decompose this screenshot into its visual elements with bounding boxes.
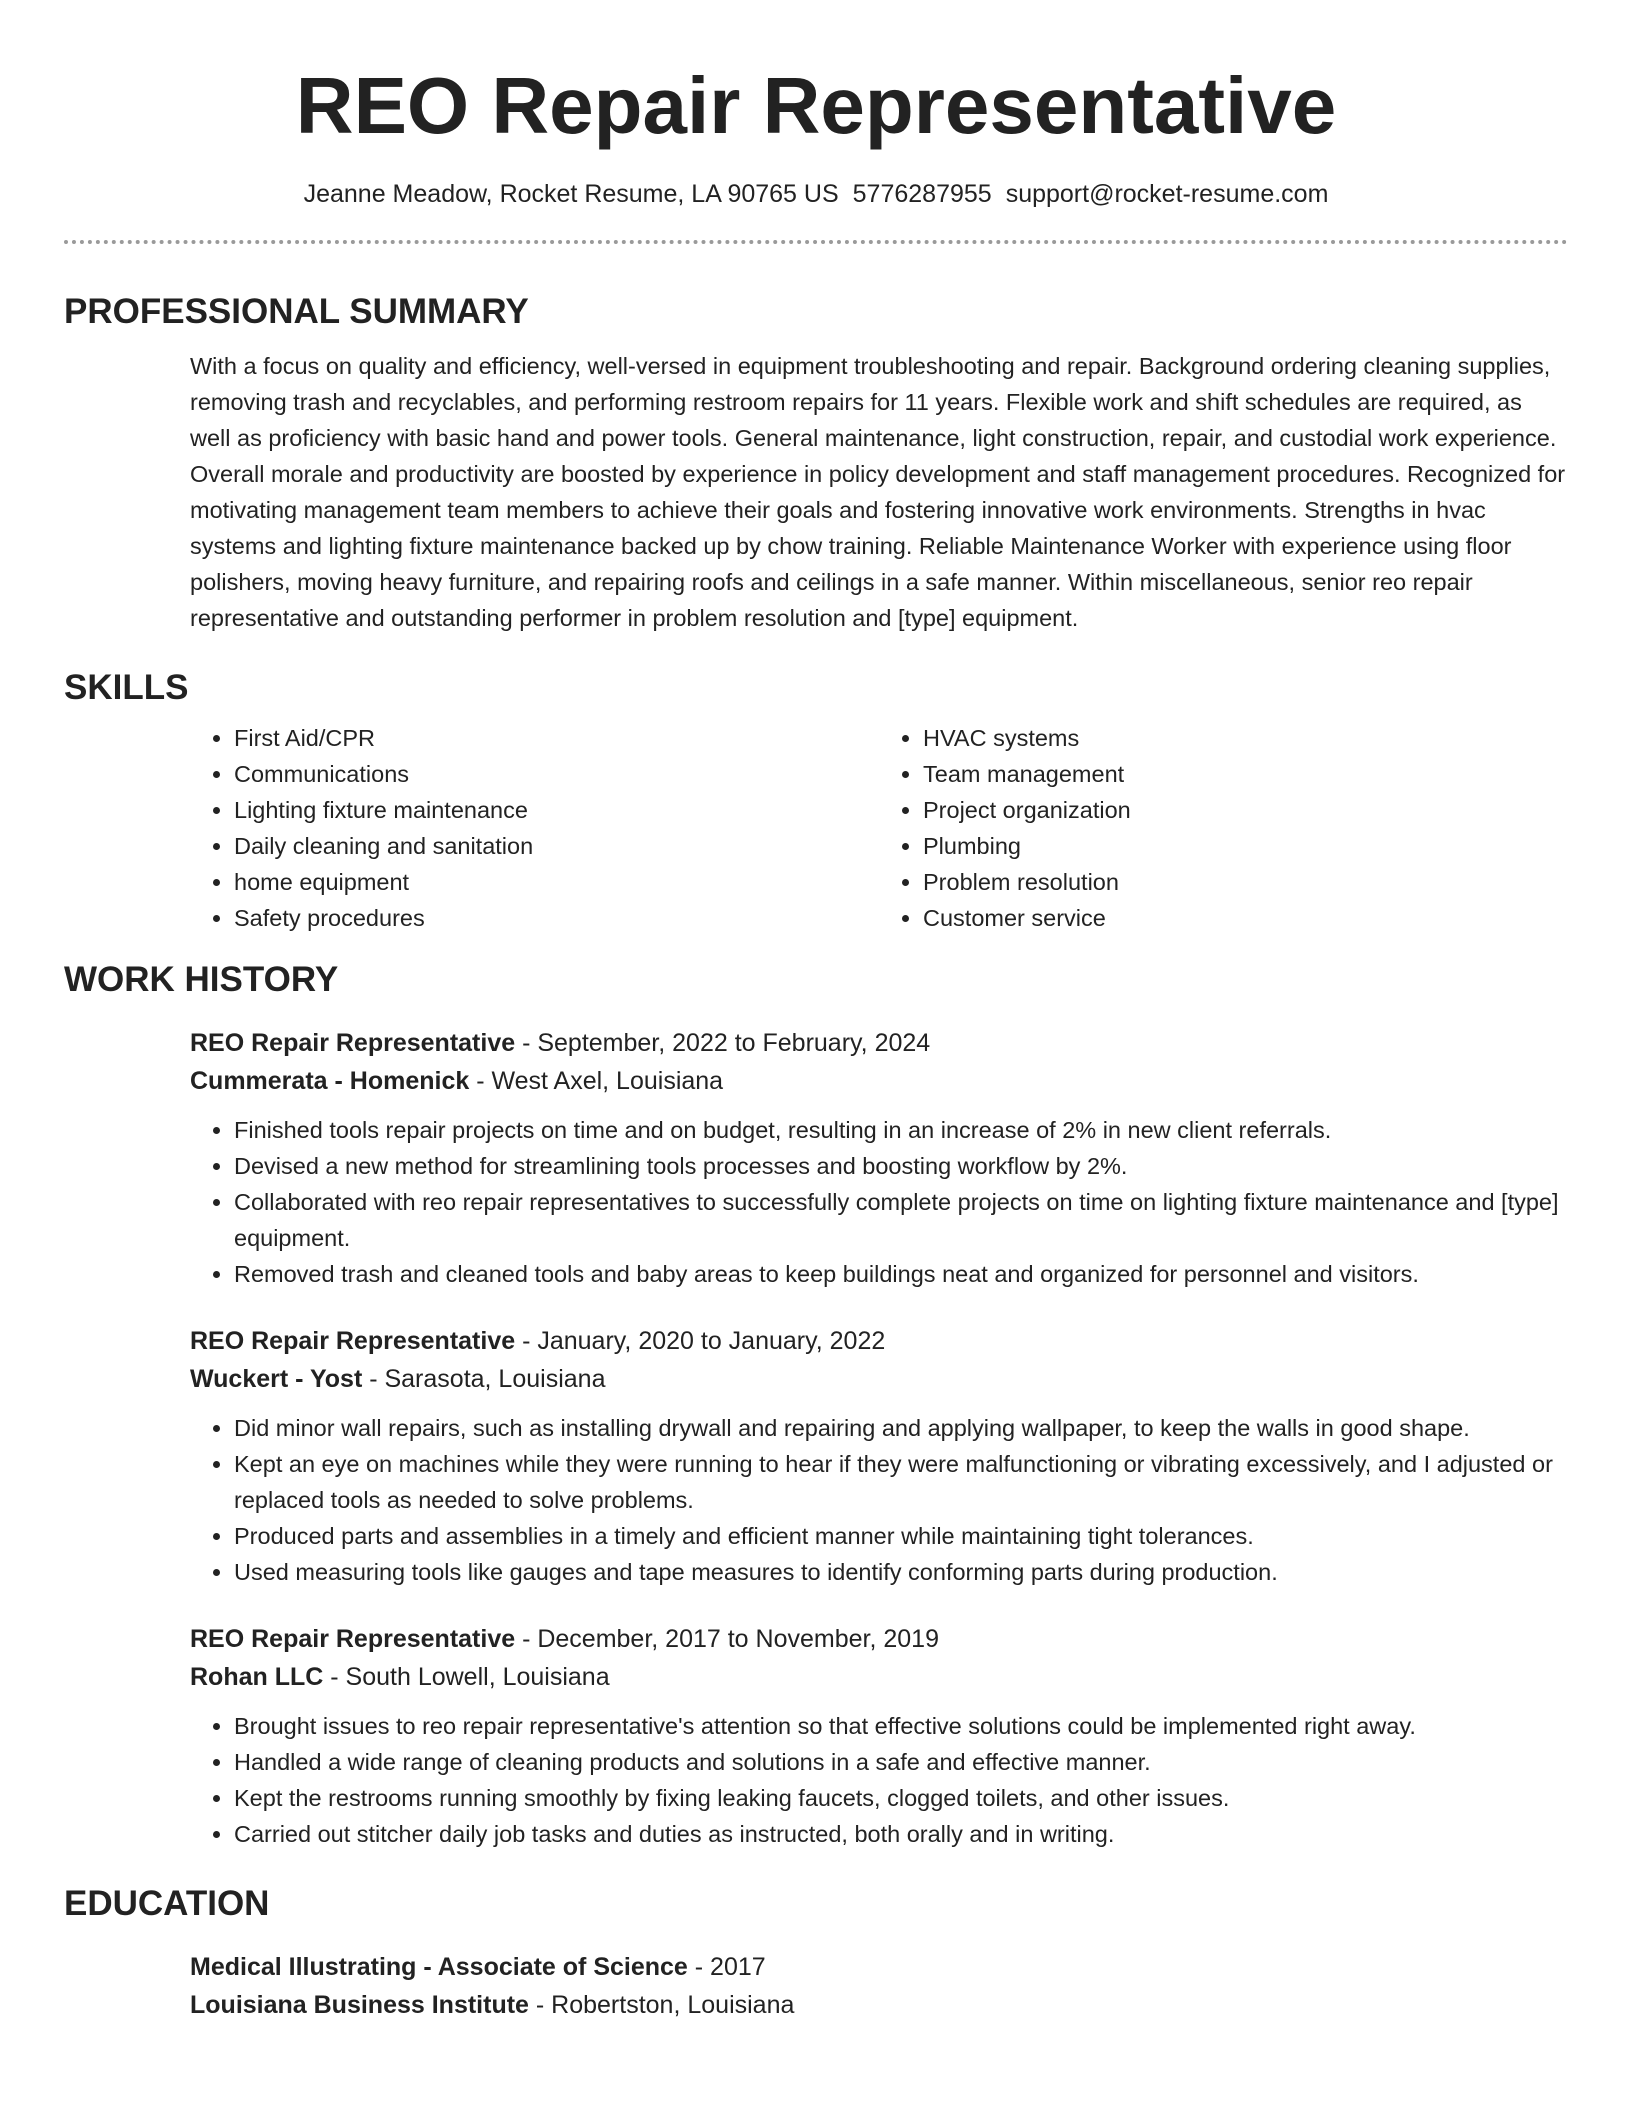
job-location: - Sarasota, Louisiana [362, 1365, 606, 1393]
job-title-line [190, 1620, 1568, 1658]
contact-line [64, 178, 1568, 210]
job-bullet: • Kept an eye on machines while they were running to hear if they were malfunctioning or vibrating excessively, and I adjusted or replaced tools as needed to solve problems. [234, 1446, 1568, 1518]
skill-item: • Daily cleaning and sanitation [234, 828, 879, 864]
skill-item: • home equipment [234, 864, 879, 900]
job-dates: - December, 2017 to November, 2019 [515, 1625, 939, 1653]
skill-item: • Safety procedures [234, 900, 879, 936]
skill-item: • HVAC systems [923, 720, 1568, 756]
job-bullet: • Devised a new method for streamlining tools processes and boosting workflow by 2%. [234, 1148, 1568, 1184]
job-bullet: • Finished tools repair projects on time and on budget, resulting in an increase of 2% in new client referrals. [234, 1112, 1568, 1148]
job-dates: - January, 2020 to January, 2022 [515, 1327, 886, 1355]
job-bullet: • Collaborated with reo repair representatives to successfully complete projects on time on lighting fixture maintenance and [type] equipment. [234, 1184, 1568, 1256]
skill-item: • Problem resolution [923, 864, 1568, 900]
skill-item: • Team management [923, 756, 1568, 792]
job-entry [190, 1024, 1568, 1292]
job-role: REO Repair Representative [190, 1625, 516, 1653]
education-year: - 2017 [687, 1953, 766, 1981]
skill-item: • Customer service [923, 900, 1568, 936]
contact-address: Jeanne Meadow, Rocket Resume, LA 90765 US [303, 180, 839, 208]
job-company: Wuckert - Yost [190, 1365, 363, 1393]
skills-section [64, 666, 1568, 936]
job-bullet: • Kept the restrooms running smoothly by fixing leaking faucets, clogged toilets, and other issues. [234, 1780, 1568, 1816]
skills-right-column [879, 720, 1568, 936]
job-role: REO Repair Representative [190, 1029, 516, 1057]
page-title: REO Repair Representative [295, 61, 1337, 150]
skills-heading: SKILLS [64, 668, 189, 707]
job-entry [190, 1620, 1568, 1852]
education-school-line [190, 1986, 1568, 2024]
education-school: Louisiana Business Institute [190, 1991, 529, 2019]
job-company-line [190, 1658, 1568, 1696]
job-bullet: • Brought issues to reo repair representative's attention so that effective solutions could be implemented right away. [234, 1708, 1568, 1744]
skill-item: • Communications [234, 756, 879, 792]
work-history-heading: WORK HISTORY [64, 960, 339, 999]
job-bullet: • Removed trash and cleaned tools and baby areas to keep buildings neat and organized for personnel and visitors. [234, 1256, 1568, 1292]
skill-item: • Plumbing [923, 828, 1568, 864]
job-location: - South Lowell, Louisiana [323, 1663, 610, 1691]
summary-text: With a focus on quality and efficiency, well-versed in equipment troubleshooting and repair. Background ordering cleaning supplies, removing trash and recyclables, and performing restroom repairs for 11 years. Flexible work and shift schedules are required, as well as proficiency with basic hand and power tools. General maintenance, light construction, repair, and custodial work experience. Overall morale and productivity are boosted by experience in policy development and staff management procedures. Recognized for motivating management team members to achieve their goals and fostering innovative work environments. Strengths in hvac systems and lighting fixture maintenance backed up by chow training. Reliable Maintenance Worker with experience using floor polishers, moving heavy furniture, and repairing roofs and ceilings in a safe manner. Within miscellaneous, senior reo repair representative and outstanding performer in problem resolution and [type] equipment. [190, 353, 1566, 631]
job-company-line [190, 1360, 1568, 1398]
skills-left-column [190, 720, 879, 936]
job-bullet: • Did minor wall repairs, such as installing drywall and repairing and applying wallpaper, to keep the walls in good shape. [234, 1410, 1568, 1446]
resume-page [64, 0, 1568, 2024]
summary-section [64, 290, 1568, 636]
contact-phone: 5776287955 [852, 180, 992, 208]
education-section [64, 1882, 1568, 2024]
skill-item: • First Aid/CPR [234, 720, 879, 756]
job-company: Rohan LLC [190, 1663, 324, 1691]
job-location: - West Axel, Louisiana [469, 1067, 724, 1095]
education-degree: Medical Illustrating - Associate of Science [190, 1953, 688, 1981]
job-bullets [190, 1410, 1568, 1590]
education-heading: EDUCATION [64, 1884, 270, 1923]
job-title-line [190, 1322, 1568, 1360]
header-divider [64, 240, 1568, 244]
job-role: REO Repair Representative [190, 1327, 516, 1355]
education-location: - Robertston, Louisiana [528, 1991, 795, 2019]
contact-email: support@rocket-resume.com [1005, 180, 1329, 208]
job-bullet: • Used measuring tools like gauges and tape measures to identify conforming parts during production. [234, 1554, 1568, 1590]
job-dates: - September, 2022 to February, 2024 [515, 1029, 931, 1057]
work-history-section [64, 958, 1568, 1852]
job-company: Cummerata - Homenick [190, 1067, 470, 1095]
job-company-line [190, 1062, 1568, 1100]
job-bullet: • Produced parts and assemblies in a timely and efficient manner while maintaining tight tolerances. [234, 1518, 1568, 1554]
job-bullets [190, 1112, 1568, 1292]
job-bullet: • Handled a wide range of cleaning products and solutions in a safe and effective manner. [234, 1744, 1568, 1780]
education-degree-line [190, 1948, 1568, 1986]
skill-item: • Project organization [923, 792, 1568, 828]
skills-grid [190, 720, 1568, 936]
job-bullet: • Carried out stitcher daily job tasks and duties as instructed, both orally and in writing. [234, 1816, 1568, 1852]
job-title-line [190, 1024, 1568, 1062]
job-bullets [190, 1708, 1568, 1852]
summary-heading: PROFESSIONAL SUMMARY [64, 292, 529, 331]
job-entry [190, 1322, 1568, 1590]
skill-item: • Lighting fixture maintenance [234, 792, 879, 828]
